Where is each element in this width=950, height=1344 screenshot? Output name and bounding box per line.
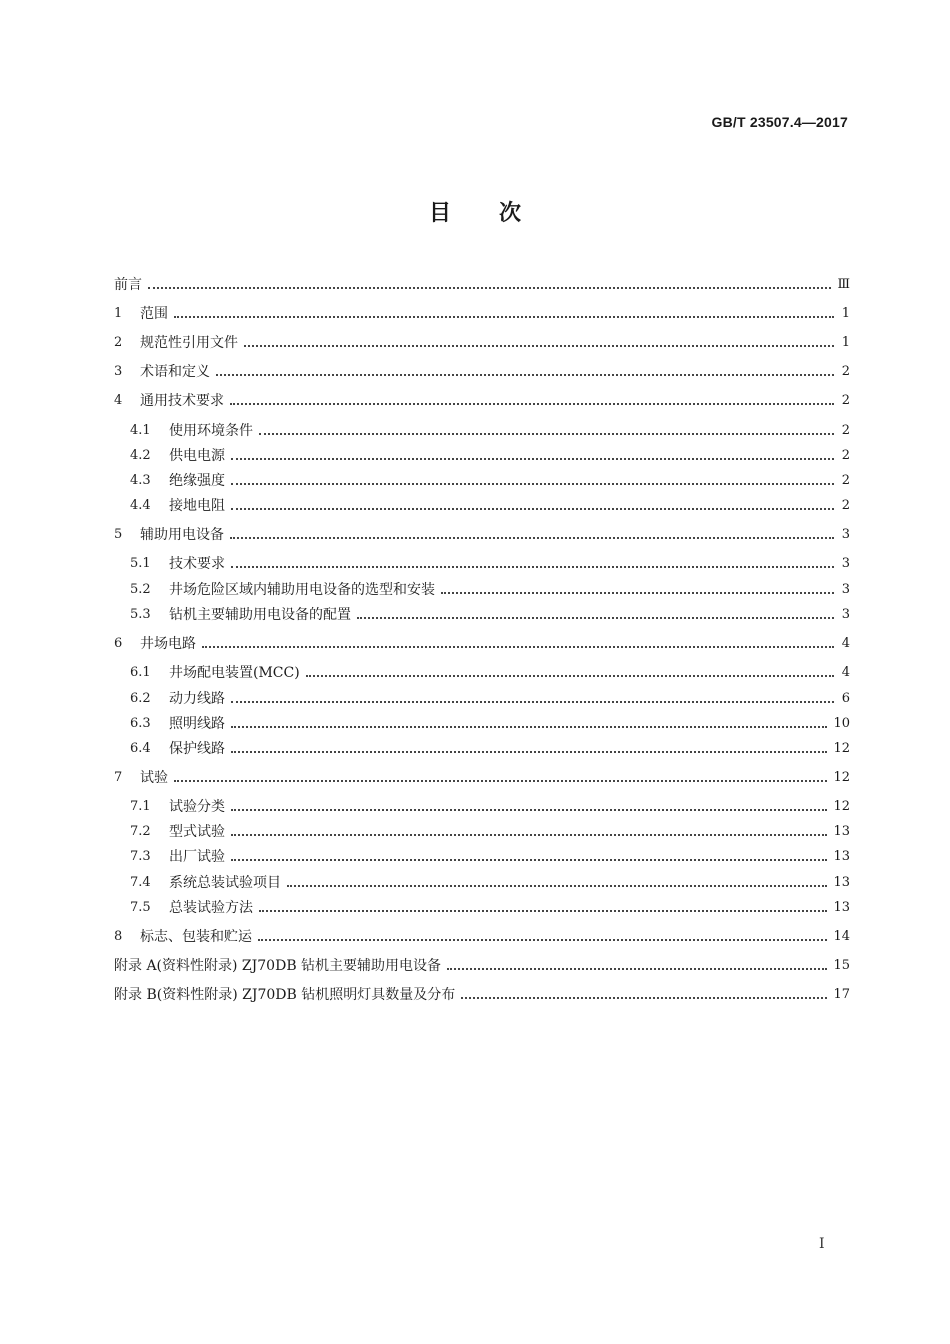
toc-entry-label: 术语和定义 bbox=[140, 364, 210, 380]
toc-entry-label: 试验分类 bbox=[169, 799, 225, 815]
dot-leader bbox=[244, 345, 834, 347]
standard-code: GB/T 23507.4—2017 bbox=[711, 114, 848, 130]
toc-entry-page: 13 bbox=[833, 875, 850, 890]
toc-entry[interactable] bbox=[114, 391, 850, 411]
toc-entry-page: 2 bbox=[841, 423, 850, 438]
toc-entry-number: 7.5 bbox=[130, 900, 151, 915]
toc-entry-label: 照明线路 bbox=[169, 716, 225, 732]
toc-entry-number: 5.3 bbox=[130, 607, 151, 622]
toc-entry-page: 2 bbox=[841, 498, 850, 513]
toc-entry-number: 4.4 bbox=[130, 498, 151, 513]
toc-entry-label: 井场电路 bbox=[140, 636, 196, 652]
toc-entry-label: 保护线路 bbox=[169, 741, 225, 757]
toc-entry-page: Ⅲ bbox=[837, 277, 850, 292]
dot-leader bbox=[148, 287, 831, 289]
toc-entry-page: 14 bbox=[833, 929, 850, 944]
toc-entry-page: 13 bbox=[833, 900, 850, 915]
dot-leader bbox=[231, 483, 834, 485]
toc-entry-label: 规范性引用文件 bbox=[140, 335, 238, 351]
toc-entry-number: 4.3 bbox=[130, 473, 151, 488]
toc-entry-number: 6.1 bbox=[130, 665, 151, 680]
toc-entry-label: 使用环境条件 bbox=[169, 423, 253, 439]
toc-entry[interactable] bbox=[114, 956, 850, 976]
toc-entry-number: 3 bbox=[114, 364, 123, 379]
toc-entry[interactable] bbox=[114, 898, 850, 918]
toc-entry-label: 附录 B(资料性附录) ZJ70DB 钻机照明灯具数量及分布 bbox=[114, 987, 456, 1003]
toc-entry[interactable] bbox=[114, 496, 850, 516]
toc-entry[interactable] bbox=[114, 927, 850, 947]
toc-entry[interactable] bbox=[114, 822, 850, 842]
toc-entry-label: 总装试验方法 bbox=[169, 900, 253, 916]
dot-leader bbox=[461, 997, 827, 999]
toc-entry-number: 7.2 bbox=[130, 824, 151, 839]
dot-leader bbox=[216, 374, 834, 376]
toc-entry-label: 系统总装试验项目 bbox=[169, 875, 281, 891]
toc-entry[interactable] bbox=[114, 605, 850, 625]
toc-entry[interactable] bbox=[114, 554, 850, 574]
toc-entry[interactable] bbox=[114, 663, 850, 683]
toc-entry-number: 5.1 bbox=[130, 556, 151, 571]
dot-leader bbox=[231, 701, 834, 703]
toc-entry-number: 4.1 bbox=[130, 423, 151, 438]
toc-entry-page: 2 bbox=[841, 448, 850, 463]
toc-entry[interactable] bbox=[114, 525, 850, 545]
toc-entry-label: 通用技术要求 bbox=[140, 393, 224, 409]
toc-entry-page: 1 bbox=[841, 335, 850, 350]
dot-leader bbox=[174, 316, 834, 318]
toc-entry-number: 2 bbox=[114, 335, 123, 350]
dot-leader bbox=[231, 751, 827, 753]
toc-entry-page: 4 bbox=[841, 665, 850, 680]
toc-entry-label: 动力线路 bbox=[169, 691, 225, 707]
toc-entry[interactable] bbox=[114, 689, 850, 709]
page-number: I bbox=[819, 1236, 825, 1252]
toc-entry[interactable] bbox=[114, 362, 850, 382]
toc-entry-label: 辅助用电设备 bbox=[140, 527, 224, 543]
toc-entry[interactable] bbox=[114, 714, 850, 734]
toc-entry-number: 7 bbox=[114, 770, 123, 785]
toc-entry-page: 10 bbox=[833, 716, 850, 731]
toc-entry-number: 6.3 bbox=[130, 716, 151, 731]
toc-entry-page: 12 bbox=[833, 770, 850, 785]
toc-entry-label: 出厂试验 bbox=[169, 849, 225, 865]
toc-entry[interactable] bbox=[114, 797, 850, 817]
toc-entry-label: 供电电源 bbox=[169, 448, 225, 464]
dot-leader bbox=[287, 885, 827, 887]
toc-entry-page: 4 bbox=[841, 636, 850, 651]
dot-leader bbox=[357, 617, 834, 619]
toc-entry-page: 1 bbox=[841, 306, 850, 321]
toc-entry-number: 5.2 bbox=[130, 582, 151, 597]
toc-entry-number: 7.4 bbox=[130, 875, 151, 890]
toc-entry-number: 8 bbox=[114, 929, 123, 944]
dot-leader bbox=[202, 646, 834, 648]
dot-leader bbox=[231, 566, 834, 568]
toc-entry[interactable] bbox=[114, 471, 850, 491]
toc-entry[interactable] bbox=[114, 446, 850, 466]
toc-entry[interactable] bbox=[114, 634, 850, 654]
dot-leader bbox=[230, 403, 834, 405]
toc-entry-page: 3 bbox=[841, 527, 850, 542]
toc-entry-page: 3 bbox=[841, 556, 850, 571]
toc-entry[interactable] bbox=[114, 421, 850, 441]
dot-leader bbox=[231, 508, 834, 510]
toc-entry-page: 13 bbox=[833, 824, 850, 839]
toc-entry-number: 4 bbox=[114, 393, 123, 408]
toc-entry-number: 6.4 bbox=[130, 741, 151, 756]
toc-entry[interactable] bbox=[114, 985, 850, 1005]
toc-entry-label: 井场配电装置(MCC) bbox=[169, 665, 300, 681]
toc-entry[interactable] bbox=[114, 304, 850, 324]
toc-entry-number: 7.1 bbox=[130, 799, 151, 814]
dot-leader bbox=[258, 939, 827, 941]
toc-entry-page: 2 bbox=[841, 473, 850, 488]
toc-entry-number: 6.2 bbox=[130, 691, 151, 706]
toc-entry-page: 12 bbox=[833, 799, 850, 814]
toc-entry-label: 附录 A(资料性附录) ZJ70DB 钻机主要辅助用电设备 bbox=[114, 958, 442, 974]
toc-entry-label: 标志、包装和贮运 bbox=[140, 929, 252, 945]
dot-leader bbox=[441, 592, 834, 594]
page-title: 目次 bbox=[428, 201, 569, 226]
toc-entry[interactable] bbox=[114, 847, 850, 867]
toc-entry-page: 13 bbox=[833, 849, 850, 864]
toc-entry[interactable] bbox=[114, 333, 850, 353]
toc-entry-number: 5 bbox=[114, 527, 123, 542]
dot-leader bbox=[259, 910, 827, 912]
toc-entry-label: 范围 bbox=[140, 306, 168, 322]
toc-entry-page: 3 bbox=[841, 582, 850, 597]
toc-entry-page: 2 bbox=[841, 364, 850, 379]
dot-leader bbox=[231, 458, 834, 460]
toc-entry-label: 绝缘强度 bbox=[169, 473, 225, 489]
toc-entry-number: 7.3 bbox=[130, 849, 151, 864]
toc-entry-label: 钻机主要辅助用电设备的配置 bbox=[169, 607, 351, 623]
toc-entry-number: 1 bbox=[114, 306, 123, 321]
toc-entry-page: 6 bbox=[841, 691, 850, 706]
dot-leader bbox=[231, 809, 827, 811]
dot-leader bbox=[230, 537, 834, 539]
dot-leader bbox=[306, 675, 834, 677]
dot-leader bbox=[259, 433, 834, 435]
toc-entry[interactable] bbox=[114, 275, 850, 295]
toc-entry-label: 井场危险区域内辅助用电设备的选型和安装 bbox=[169, 582, 435, 598]
toc-entry[interactable] bbox=[114, 580, 850, 600]
dot-leader bbox=[231, 834, 827, 836]
toc-entry-label: 接地电阻 bbox=[169, 498, 225, 514]
toc-entry[interactable] bbox=[114, 739, 850, 759]
dot-leader bbox=[231, 859, 827, 861]
dot-leader bbox=[231, 726, 827, 728]
toc-entry-page: 3 bbox=[841, 607, 850, 622]
toc-entry-page: 12 bbox=[833, 741, 850, 756]
toc-entry-page: 15 bbox=[833, 958, 850, 973]
toc-entry-label: 型式试验 bbox=[169, 824, 225, 840]
toc-entry[interactable] bbox=[114, 873, 850, 893]
dot-leader bbox=[174, 780, 827, 782]
toc-entry-label: 试验 bbox=[140, 770, 168, 786]
toc-entry-number: 4.2 bbox=[130, 448, 151, 463]
toc-entry-page: 17 bbox=[833, 987, 850, 1002]
toc-entry-label: 技术要求 bbox=[169, 556, 225, 572]
toc-entry-label: 前言 bbox=[114, 277, 142, 293]
toc-entry-number: 6 bbox=[114, 636, 123, 651]
toc-entry-page: 2 bbox=[841, 393, 850, 408]
toc-entry[interactable] bbox=[114, 768, 850, 788]
dot-leader bbox=[447, 968, 827, 970]
